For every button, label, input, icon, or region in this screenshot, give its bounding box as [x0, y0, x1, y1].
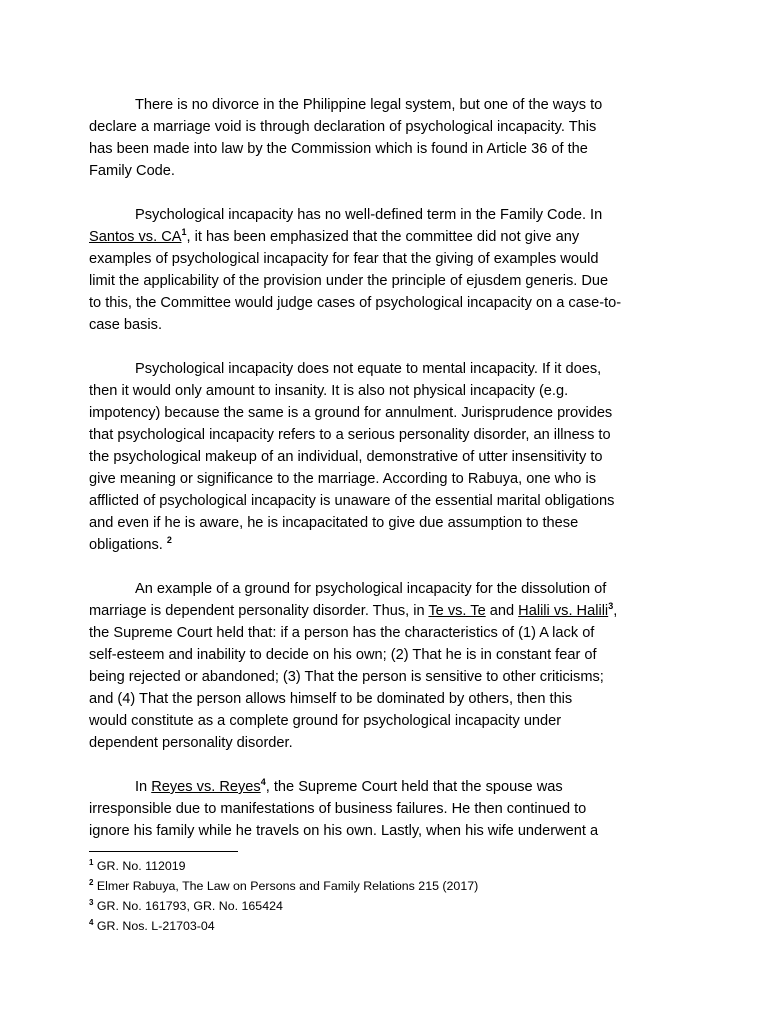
text-line: [89, 534, 689, 556]
footnote-3: [89, 896, 689, 916]
text-line: and even if he is aware, he is incapacitated to give due assumption to these: [89, 515, 579, 531]
document-body: [89, 94, 689, 864]
text-line: irresponsible due to manifestations of business failures. He then continued to: [89, 801, 587, 817]
text-line: ignore his family while he travels on his own. Lastly, when his wife underwent a: [89, 823, 599, 839]
text-line: that psychological incapacity refers to a serious personality disorder, an illness to: [89, 427, 611, 443]
text-run: and: [485, 603, 519, 619]
footnote-ref-2: 2: [166, 535, 172, 546]
text-run: In: [135, 779, 152, 795]
text-line: the Supreme Court held that: if a person has the characteristics of (1) A lack of: [89, 625, 595, 641]
footnote-number: 2: [89, 877, 94, 887]
footnote-text: GR. No. 161793, GR. No. 165424: [96, 899, 283, 913]
text-line: would constitute as a complete ground for psychological incapacity under: [89, 713, 562, 729]
footnote-4: [89, 916, 689, 936]
text-run: marriage is dependent personality disorder. Thus, in: [89, 603, 429, 619]
text-line: limit the applicability of the provision under the principle of ejusdem generis. Due: [89, 273, 609, 289]
footnote-ref-1: 1: [181, 227, 187, 238]
footnote-text: Elmer Rabuya, The Law on Persons and Family Relations 215 (2017): [96, 879, 479, 893]
text-line: afflicted of psychological incapacity is unaware of the essential marital obligations: [89, 493, 615, 509]
text-run: obligations.: [89, 537, 163, 553]
text-line: to this, the Committee would judge cases of psychological incapacity on a case-to-: [89, 295, 622, 311]
footnote-number: 1: [89, 857, 94, 867]
footnote-number: 3: [89, 897, 94, 907]
text-line: [89, 600, 689, 622]
text-line: examples of psychological incapacity for fear that the giving of examples would: [89, 251, 599, 267]
footnote-number: 4: [89, 917, 94, 927]
text-line: and (4) That the person allows himself to be dominated by others, then this: [89, 691, 573, 707]
text-line: An example of a ground for psychological incapacity for the dissolution of: [135, 581, 607, 597]
case-citation-te: Te vs. Te: [428, 603, 486, 619]
text-line: Psychological incapacity does not equate to mental incapacity. If it does,: [135, 361, 602, 377]
case-citation-santos: Santos vs. CA: [89, 229, 182, 245]
paragraph-4: [89, 578, 689, 754]
text-line: declare a marriage void is through declaration of psychological incapacity. This: [89, 119, 597, 135]
text-line: the psychological makeup of an individual, demonstrative of utter insensitivity to: [89, 449, 603, 465]
footnote-1: [89, 856, 689, 876]
text-line: self-esteem and inability to decide on his own; (2) That he is in constant fear of: [89, 647, 597, 663]
text-line: then it would only amount to insanity. It is also not physical incapacity (e.g.: [89, 383, 569, 399]
text-line: has been made into law by the Commission which is found in Article 36 of the: [89, 141, 588, 157]
text-line: give meaning or significance to the marriage. According to Rabuya, one who is: [89, 471, 597, 487]
text-line: impotency) because the same is a ground for annulment. Jurisprudence provides: [89, 405, 613, 421]
text-line: Family Code.: [89, 163, 175, 179]
text-run: , the Supreme Court held that the spouse was: [265, 779, 563, 795]
case-citation-reyes: Reyes vs. Reyes: [151, 779, 261, 795]
case-citation-halili: Halili vs. Halili: [518, 603, 609, 619]
text-line: [89, 226, 689, 248]
footnote-text: GR. No. 112019: [96, 859, 186, 873]
text-line: Psychological incapacity has no well-defined term in the Family Code. In: [135, 207, 603, 223]
text-line: being rejected or abandoned; (3) That the person is sensitive to other criticisms;: [89, 669, 604, 685]
footnotes: [89, 856, 689, 936]
footnote-separator: [89, 851, 238, 852]
paragraph-3: [89, 358, 689, 556]
footnote-text: GR. Nos. L-21703-04: [96, 919, 215, 933]
footnote-2: [89, 876, 689, 896]
footnote-ref-3: 3: [608, 601, 614, 612]
text-line: [89, 776, 689, 798]
paragraph-2: [89, 204, 689, 336]
text-line: There is no divorce in the Philippine legal system, but one of the ways to: [135, 97, 603, 113]
paragraph-1: [89, 94, 689, 182]
text-run: , it has been emphasized that the committee did not give any: [186, 229, 580, 245]
text-line: dependent personality disorder.: [89, 735, 293, 751]
footnote-ref-4: 4: [260, 777, 266, 788]
text-run: ,: [613, 603, 618, 619]
text-line: case basis.: [89, 317, 163, 333]
paragraph-5: [89, 776, 689, 842]
